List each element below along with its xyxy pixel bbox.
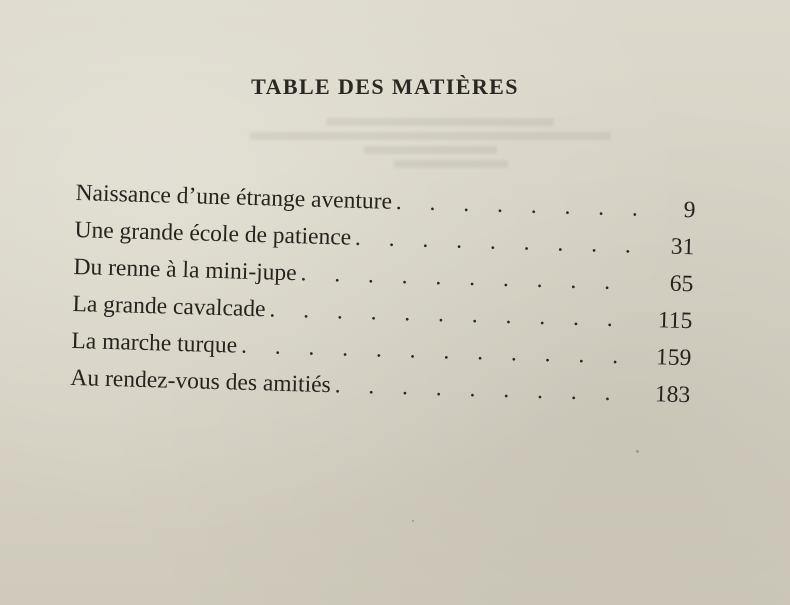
toc-entry-page: 183	[654, 381, 691, 409]
dot-leader	[392, 189, 638, 223]
toc-entry-page: 159	[655, 344, 692, 372]
toc-entry-page: 9	[683, 196, 696, 224]
page-title: TABLE DES MATIÈRES	[251, 74, 519, 99]
toc-entry-title: Une grande école de patience	[74, 216, 352, 251]
toc-entry-title: Du renne à la mini-jupe	[73, 253, 298, 287]
paper-speck	[412, 520, 414, 522]
paper-speck	[636, 450, 639, 453]
toc-entry-title: Naissance d’une étrange aventure	[75, 180, 393, 215]
toc-entry-title: Au rendez-vous des amitiés	[70, 364, 332, 399]
toc-entry-title: La grande cavalcade	[72, 290, 266, 323]
toc-entry-page: 65	[669, 270, 694, 298]
table-of-contents	[70, 180, 696, 419]
toc-entry-page: 115	[657, 307, 693, 335]
toc-entry-page: 31	[670, 233, 695, 261]
toc-entry-title: La marche turque	[71, 327, 238, 359]
show-through-text	[250, 112, 630, 182]
